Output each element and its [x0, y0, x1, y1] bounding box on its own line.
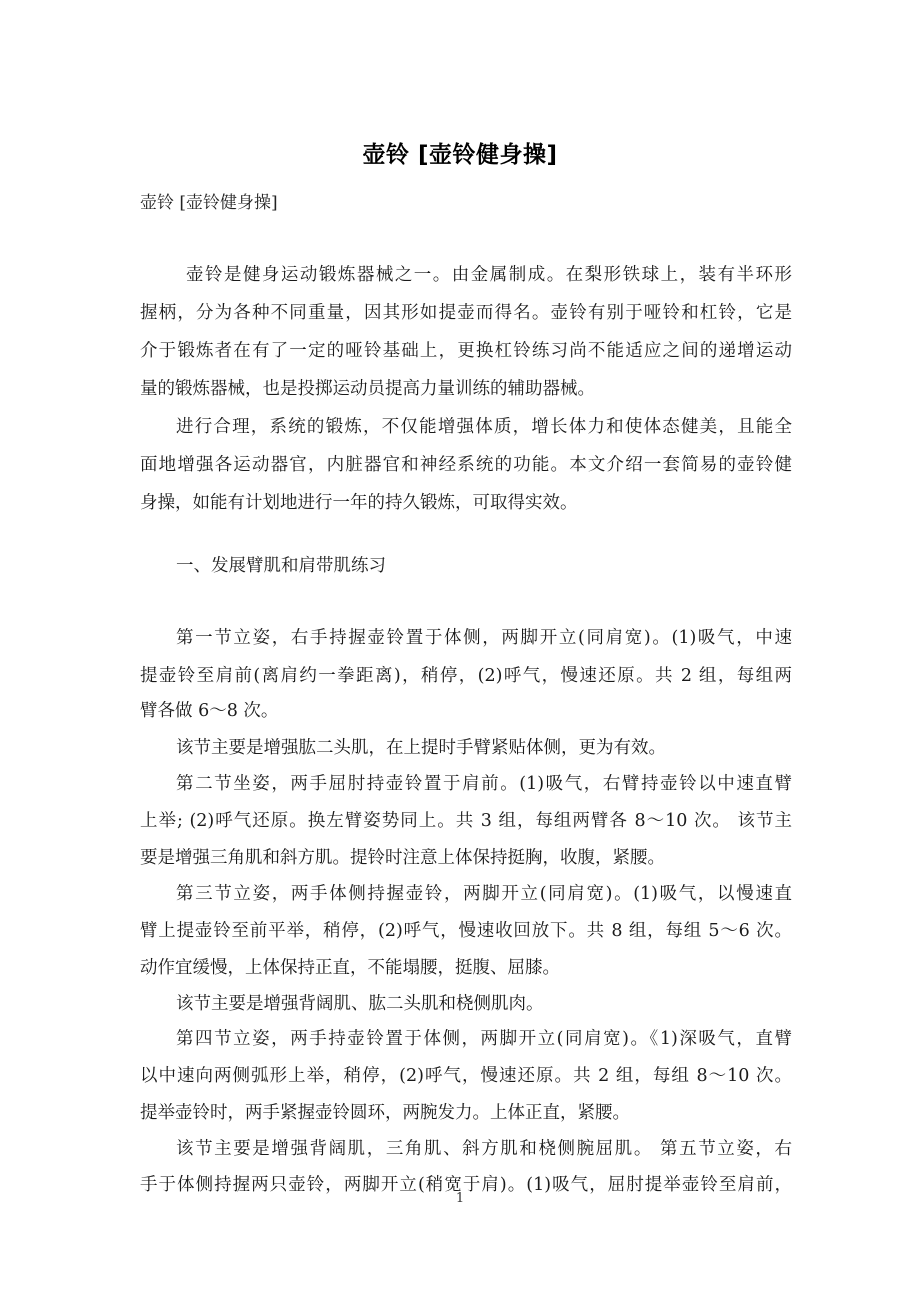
paragraph-line: 第二节坐姿，两手屈肘持壶铃置于肩前。(1)吸气，右臂持壶铃以中速直臂: [176, 774, 792, 794]
paragraph-line: 身操，如能有计划地进行一年的持久锻炼，可取得实效。: [140, 493, 578, 513]
paragraph-line: 面地增强各运动器官，内脏器官和神经系统的功能。本文介绍一套简易的壶铃健: [140, 455, 792, 475]
paragraph-line: 手于体侧持握两只壶铃，两脚开立(稍宽于肩)。(1)吸气，屈肘提举壶铃至肩前，: [140, 1175, 792, 1195]
document-subtitle: 壶铃 [壶铃健身操]: [140, 193, 278, 213]
paragraph-line: 该节主要是增强肱二头肌，在上提时手臂紧贴体侧，更为有效。: [176, 738, 666, 758]
paragraph-line: 介于锻炼者在有了一定的哑铃基础上，更换杠铃练习尚不能适应之间的递增运动: [140, 341, 792, 361]
paragraph-line: 提壶铃至肩前(离肩约一拳距离)，稍停，(2)呼气，慢速还原。共 2 组，每组两: [140, 666, 792, 686]
paragraph-line: 壶铃是健身运动锻炼器械之一。由金属制成。在梨形铁球上，装有半环形: [186, 265, 792, 285]
paragraph-line: 握柄，分为各种不同重量，因其形如提壶而得名。壶铃有别于哑铃和杠铃，它是: [140, 303, 792, 323]
paragraph-line: 臂各做 6～8 次。: [140, 701, 279, 721]
paragraph-line: 上举; (2)呼气还原。换左臂姿势同上。共 3 组，每组两臂各 8～10 次。 该节主: [140, 811, 792, 831]
paragraph-line: 第四节立姿，两手持壶铃置于体侧，两脚开立(同肩宽)。《1)深吸气，直臂: [176, 1029, 792, 1049]
paragraph-line: 量的锻炼器械，也是投掷运动员提高力量训练的辅助器械。: [140, 379, 595, 399]
paragraph-line: 动作宜缓慢，上体保持正直，不能塌腰，挺腹、屈膝。: [140, 958, 560, 978]
paragraph-line: 要是增强三角肌和斜方肌。提铃时注意上体保持挺胸，收腹，紧腰。: [140, 848, 665, 868]
paragraph-line: 该节主要是增强背阔肌、肱二头肌和桡侧肌肉。: [176, 994, 544, 1014]
paragraph-line: 进行合理，系统的锻炼，不仅能增强体质，增长体力和使体态健美，且能全: [176, 417, 792, 437]
section-heading: 一、发展臂肌和肩带肌练习: [176, 556, 386, 576]
paragraph-line: 臂上提壶铃至前平举，稍停，(2)呼气，慢速收回放下。共 8 组，每组 5～6 次。: [140, 921, 792, 941]
paragraph-line: 以中速向两侧弧形上举，稍停，(2)呼气，慢速还原。共 2 组，每组 8～10 次。: [140, 1066, 792, 1086]
paragraph-line: 提举壶铃时，两手紧握壶铃圆环，两腕发力。上体正直，紧腰。: [140, 1103, 630, 1123]
paragraph-line: 该节主要是增强背阔肌，三角肌、斜方肌和桡侧腕屈肌。 第五节立姿，右: [176, 1139, 792, 1159]
document-title: 壶铃 [壶铃健身操]: [362, 142, 558, 168]
page-number: 1: [455, 1191, 465, 1206]
paragraph-line: 第三节立姿，两手体侧持握壶铃，两脚开立(同肩宽)。(1)吸气，以慢速直: [176, 884, 792, 904]
paragraph-line: 第一节立姿，右手持握壶铃置于体侧，两脚开立(同肩宽)。(1)吸气，中速: [176, 628, 792, 648]
